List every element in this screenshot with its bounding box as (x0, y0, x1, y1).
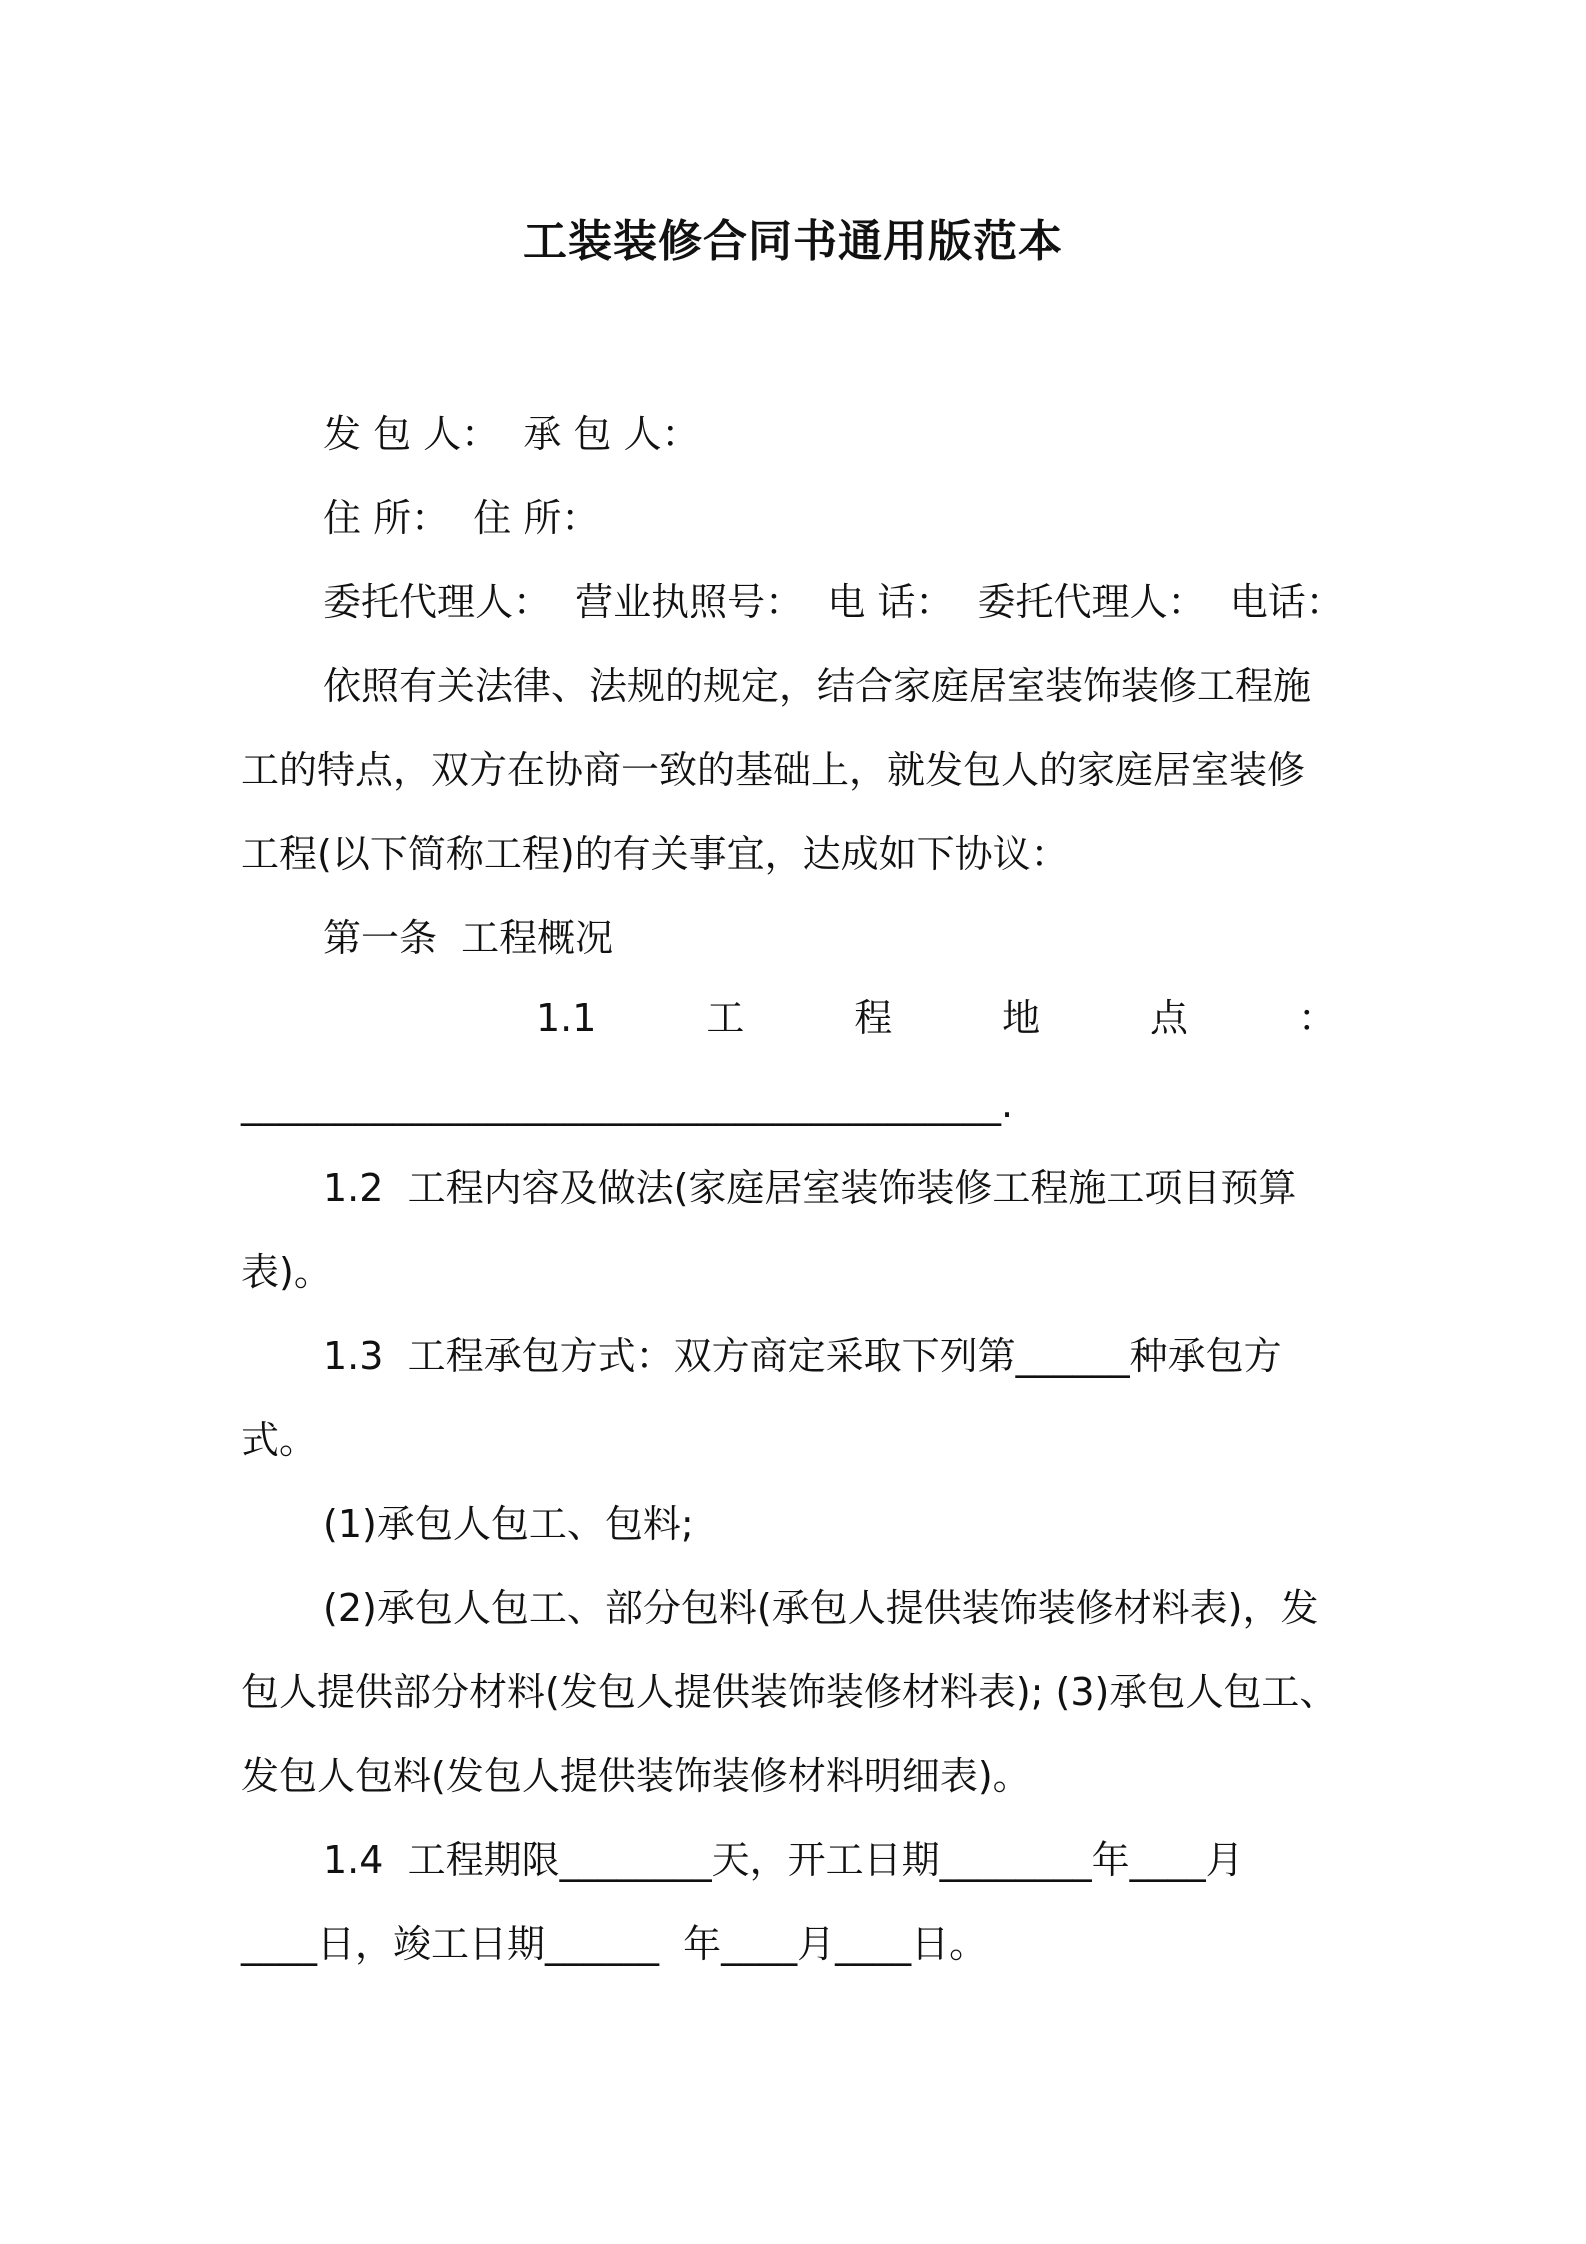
article-one-heading: 第一条 工程概况 (323, 916, 614, 960)
clause-1-2-line-2: 表)。 (241, 1250, 332, 1294)
option-1-line: (1)承包人包工、包料; (323, 1502, 694, 1546)
location-blank-line: ________________________________________. (241, 1082, 1014, 1126)
preamble-line-3: 工程(以下简称工程)的有关事宜，达成如下协议： (241, 832, 1069, 876)
clause-1-1-colon: ： (1297, 996, 1336, 1040)
preamble-line-1: 依照有关法律、法规的规定，结合家庭居室装饰装修工程施 (323, 664, 1312, 708)
agent-phone-line: 委托代理人： 营业执照号： 电 话： 委托代理人： 电话： (323, 580, 1344, 624)
preamble-line-2: 工的特点，双方在协商一致的基础上，就发包人的家庭居室装修 (241, 748, 1306, 792)
clause-1-3-line-2: 式。 (241, 1418, 318, 1462)
clause-1-1-char-4: 点 (1150, 996, 1189, 1040)
clause-1-2-line-1: 1.2 工程内容及做法(家庭居室装饰装修工程施工项目预算 (323, 1166, 1297, 1210)
clause-1-1-char-1: 工 (706, 996, 745, 1040)
clause-1-1-line (536, 990, 1336, 1046)
document-title: 工装装修合同书通用版范本 (523, 216, 1063, 267)
address-line: 住 所： 住 所： (323, 496, 600, 540)
clause-1-3-line-1: 1.3 工程承包方式：双方商定采取下列第______种承包方 (323, 1334, 1282, 1378)
option-2-line-2: 包人提供部分材料(发包人提供装饰装修材料表); (3)承包人包工、 (241, 1670, 1338, 1714)
clause-1-1-number: 1.1 (536, 996, 597, 1040)
clause-1-1-char-2: 程 (854, 996, 893, 1040)
option-2-line-1: (2)承包人包工、部分包料(承包人提供装饰装修材料表)，发 (323, 1586, 1319, 1630)
clause-1-4-line-2: ____日，竣工日期______ 年____月____日。 (241, 1922, 988, 1966)
clause-1-4-line-1: 1.4 工程期限________天，开工日期________年____月 (323, 1838, 1244, 1882)
party-names-line: 发 包 人： 承 包 人： (323, 412, 700, 456)
clause-1-1-char-3: 地 (1002, 996, 1041, 1040)
option-3-line: 发包人包料(发包人提供装饰装修材料明细表)。 (241, 1754, 1031, 1798)
